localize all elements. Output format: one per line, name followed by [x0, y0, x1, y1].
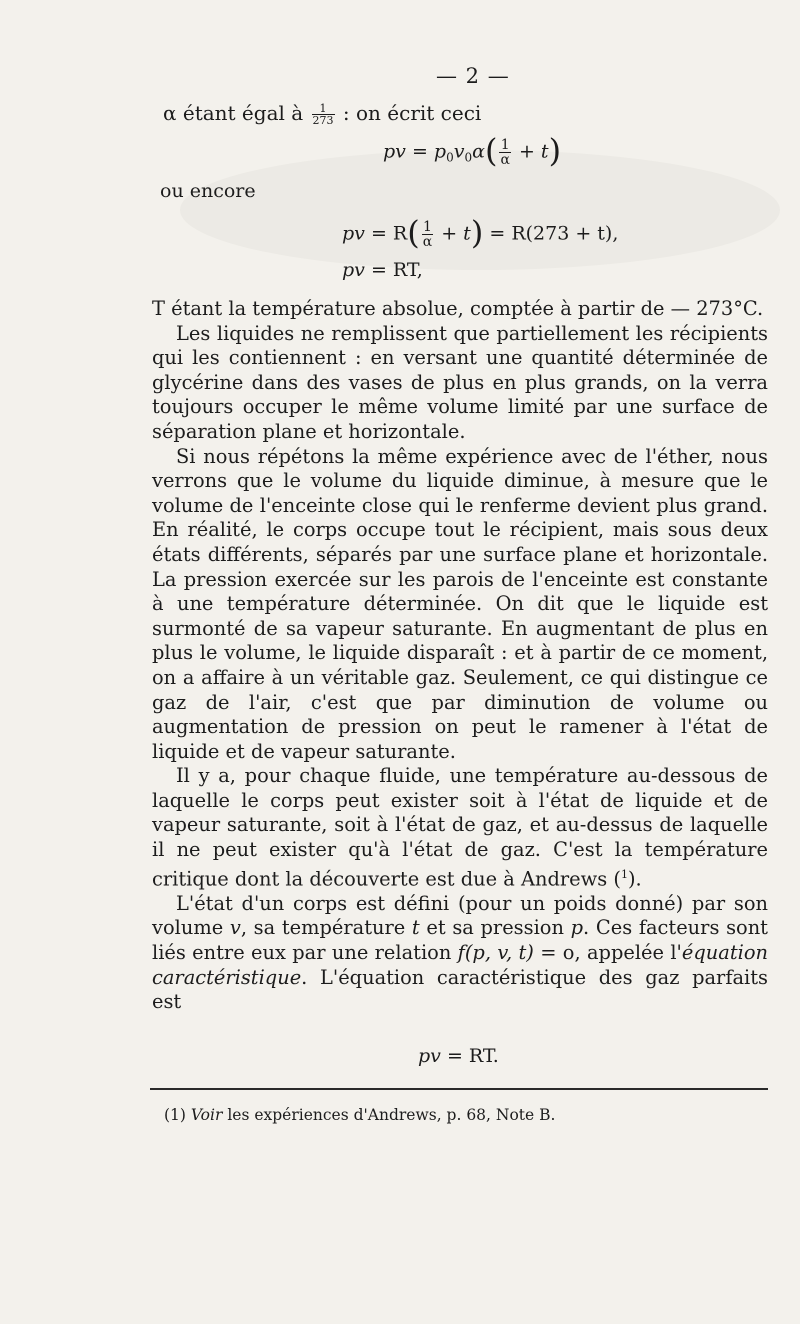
eq1-v-sub: 0	[464, 150, 473, 165]
fraction-denominator: α	[422, 234, 433, 250]
paragraph-4-end: ).	[627, 867, 642, 891]
footnote	[164, 1106, 555, 1124]
eq1-lhs: pv	[383, 140, 406, 163]
eq3-lhs: pv	[342, 259, 365, 281]
eq2-rhs: = R(273 + t),	[489, 222, 619, 245]
p5-var-t: t	[411, 916, 420, 940]
page-number: — 2 —	[436, 64, 510, 88]
p5-text-a: L'état d'un corps est défini (pour un poids donné) par son volume	[152, 891, 768, 940]
left-paren: (	[407, 213, 420, 252]
p5-text-b: , sa température	[240, 916, 412, 940]
right-paren: )	[470, 213, 484, 252]
eq1-fraction	[499, 138, 510, 167]
eq1-p-sub: 0	[446, 150, 454, 165]
left-paren: (	[484, 131, 498, 170]
eq1-v: v	[453, 140, 465, 163]
paragraph-4-text: Il y a, pour chaque fluide, une température au-dessous de laquelle le corps peut exister soit à l'état de liquide et de vapeur saturante, soit à l'état de gaz, et au-dessus de laquelle il ne peut exister qu'à l'état de gaz. C'est la température critique dont la découverte est due à Andrews (	[152, 764, 768, 891]
p5-text-c: et sa pression	[419, 916, 571, 940]
paragraph-5	[152, 892, 768, 1015]
eq2-fraction	[422, 220, 433, 249]
fraction-numerator: 1	[312, 103, 335, 115]
paragraph-3: Si nous répétons la même expérience avec de l'éther, nous verrons que le volume du liquide diminue, à mesure que le volume de l'enceinte close qui le renferme devient plus grand. En réalité, le corps occupe tout le récipient, mais sous deux états différents, séparés par une surface plane et horizontale. La pression exercée sur les parois de l'enceinte est constante à une température déterminée. On dit que le liquide est surmonté de sa vapeur saturante. En augmentant de plus en plus le volume, le liquide disparaît : et à partir de ce moment, on a affaire à un véritable gaz. Seulement, ce qui distingue ce gaz de l'air, c'est que par diminution de volume ou augmentation de pression on peut le ramener à l'état de liquide et de vapeur saturante.	[152, 444, 768, 763]
intro-line	[163, 101, 481, 126]
eq3-rhs: = RT,	[370, 259, 423, 281]
p5-var-p: p	[570, 916, 584, 940]
footnote-divider	[150, 1088, 768, 1090]
eq4-lhs: pv	[418, 1045, 441, 1067]
p5-function: f(p, v, t)	[457, 940, 534, 964]
eq1-alpha: α	[472, 140, 485, 163]
eq1-plus-t: + t	[518, 140, 549, 163]
footnote-reference[interactable]: 1	[620, 867, 628, 881]
right-paren: )	[548, 131, 562, 170]
eq2-equals-r: = R	[370, 222, 408, 245]
ou-encore-text: ou encore	[160, 180, 256, 202]
fraction-denominator: α	[500, 152, 510, 168]
equation-3	[342, 259, 423, 281]
p5-text-g: . L'équation caractéristique des gaz parfaits est	[152, 965, 768, 1014]
eq4-rhs: = RT.	[446, 1045, 499, 1067]
p5-text-d: . Ces facteurs sont liés entre eux par une relation	[152, 916, 768, 964]
eq2-lhs: pv	[342, 222, 365, 245]
p5-var-v: v	[229, 916, 241, 940]
fraction-denominator: 273	[312, 114, 334, 127]
equation-4	[418, 1045, 499, 1067]
footnote-marker: (1)	[164, 1106, 186, 1124]
eq1-equals: =	[411, 140, 428, 163]
fraction-numerator: 1	[500, 137, 510, 153]
paragraph-2: Les liquides ne remplissent que partiellement les récipients qui les contiennent : en versant une quantité déterminée de glycérine dans des vases de plus en plus grands, on la verra toujours occuper le même volume limité par une surface de séparation plane et horizontale.	[152, 321, 768, 443]
intro-fraction	[312, 103, 335, 126]
intro-prefix: α étant égal à	[163, 101, 304, 125]
equation-2	[342, 213, 619, 252]
paragraph-1: T étant la température absolue, comptée à partir de — 273°C.	[152, 297, 764, 320]
eq2-plus-t: + t	[441, 222, 471, 245]
footnote-voir: Voir	[190, 1106, 223, 1124]
scan-stain	[180, 150, 780, 270]
body-text	[152, 297, 768, 1015]
fraction-numerator: 1	[422, 219, 432, 235]
p5-text-e: = o, appelée l'	[533, 940, 682, 964]
paragraph-4	[152, 764, 768, 891]
p5-equation-name: équation caractéristique	[152, 940, 768, 989]
equation-1	[383, 131, 562, 170]
footnote-text: les expériences d'Andrews, p. 68, Note B.	[227, 1106, 556, 1124]
eq1-p: p	[433, 140, 447, 163]
intro-suffix: : on écrit ceci	[342, 101, 482, 125]
